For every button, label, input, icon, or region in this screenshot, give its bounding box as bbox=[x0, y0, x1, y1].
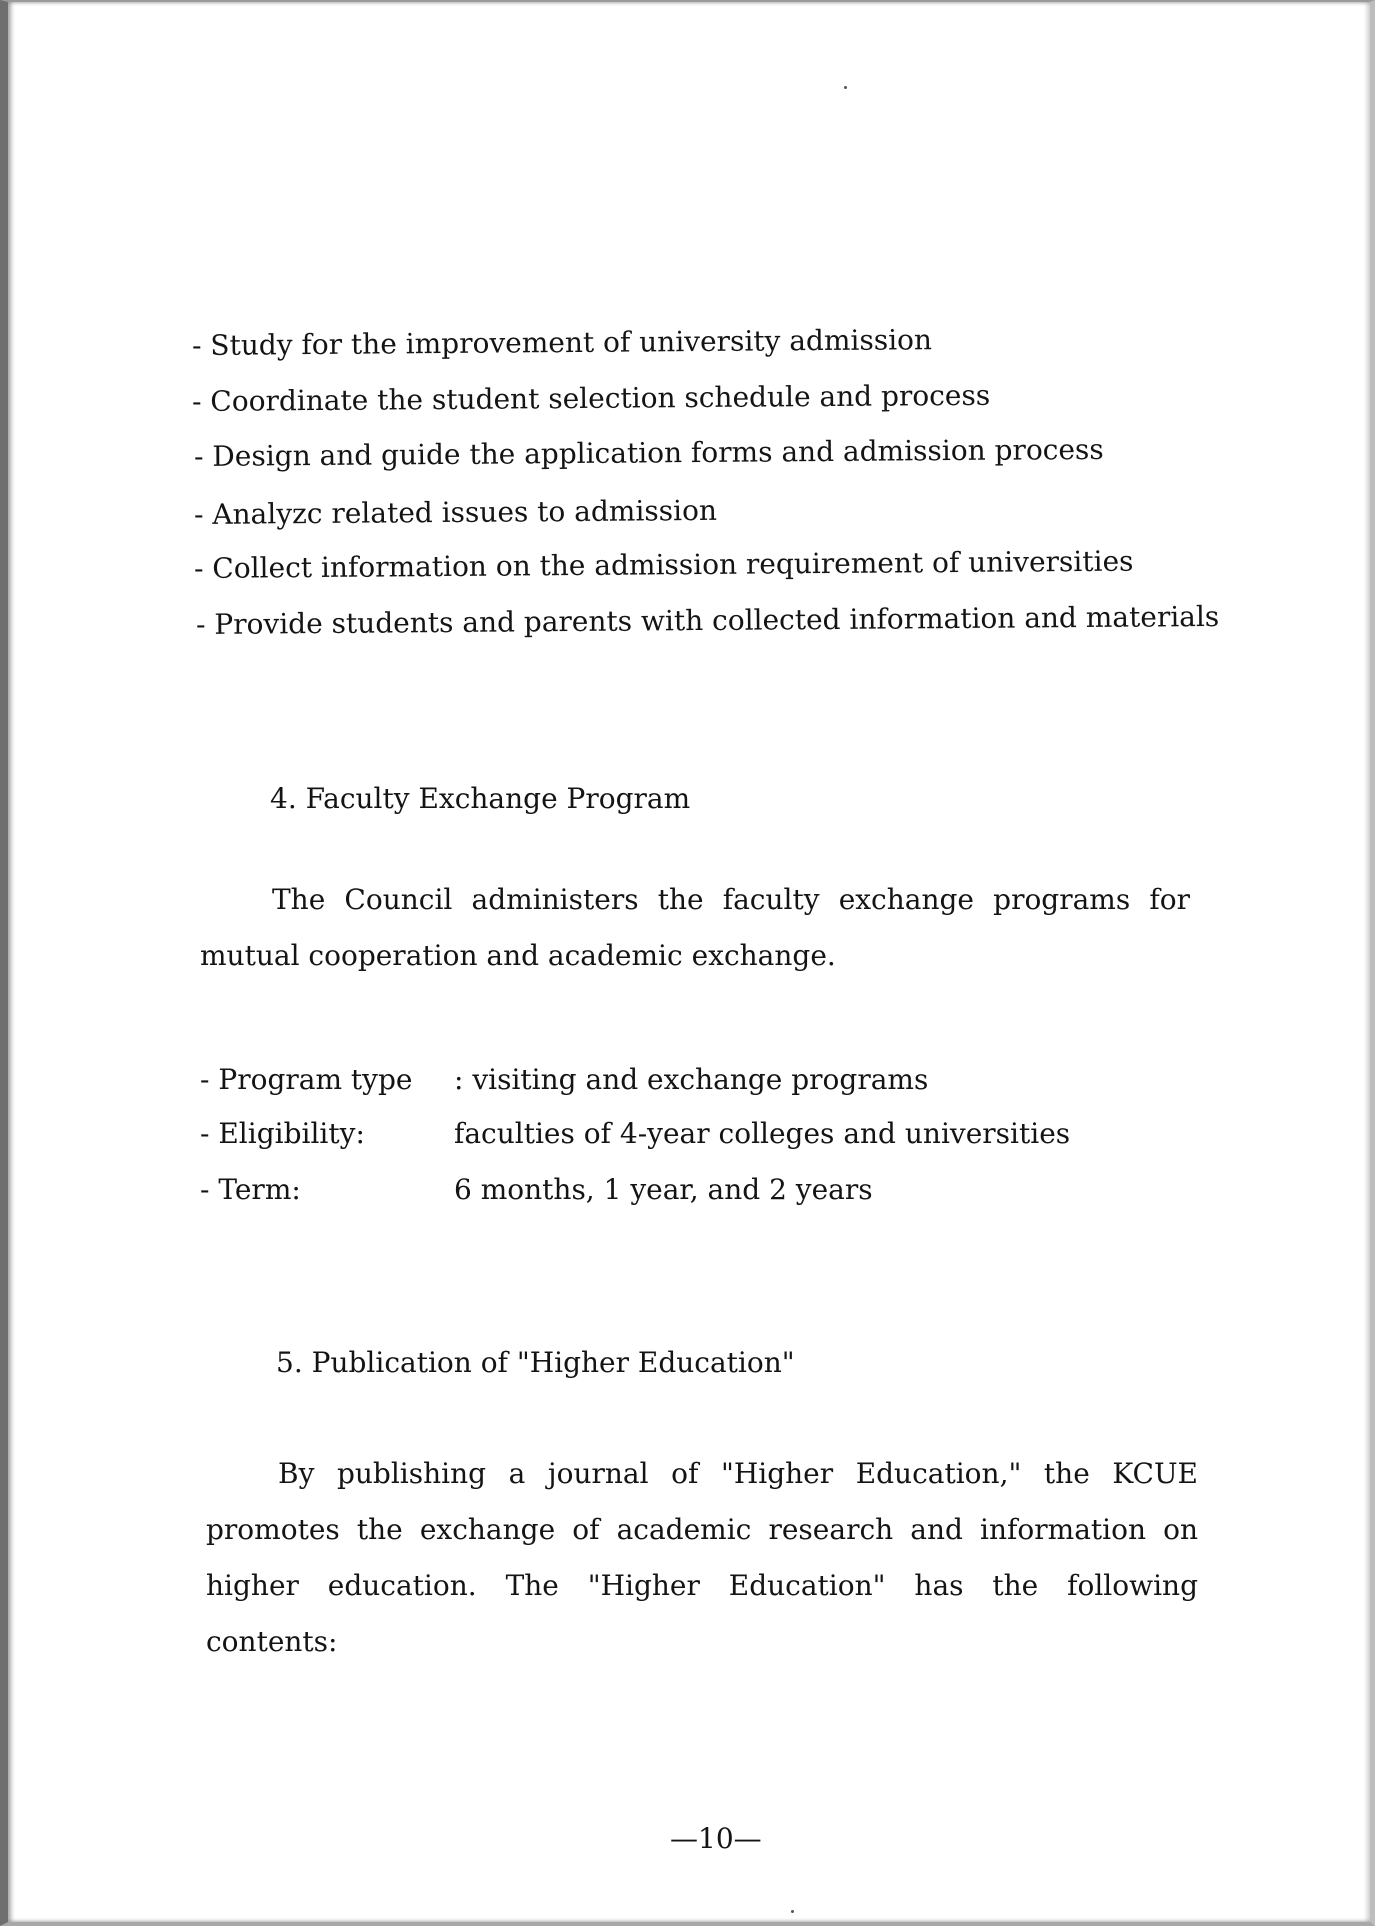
detail-label: - Term: bbox=[200, 1173, 301, 1206]
list-item: - Collect information on the admission requirement of universities bbox=[193, 544, 1134, 585]
list-item: - Design and guide the application forms and admission process bbox=[193, 432, 1104, 473]
faculty-exchange-paragraph: The Council administers the faculty exchange programs for mutual cooperation and academic exchange. bbox=[200, 883, 1190, 972]
publication-paragraph: By publishing a journal of "Higher Education," the KCUE promotes the exchange of academic research and information on higher education. The "Higher Education" has the following contents: bbox=[206, 1457, 1198, 1658]
section-heading-faculty-exchange: 4. Faculty Exchange Program bbox=[270, 782, 691, 815]
list-item: - Analyzc related issues to admission bbox=[193, 493, 718, 531]
detail-value: faculties of 4-year colleges and universities bbox=[454, 1117, 1071, 1150]
detail-value: : visiting and exchange programs bbox=[454, 1063, 929, 1096]
list-item: - Study for the improvement of university admission bbox=[191, 323, 933, 362]
page-number: —10— bbox=[670, 1822, 762, 1855]
section-heading-publication: 5. Publication of "Higher Education" bbox=[276, 1346, 795, 1379]
list-item: - Coordinate the student selection schedule and process bbox=[191, 378, 991, 418]
scan-speck bbox=[791, 1910, 794, 1913]
detail-value: 6 months, 1 year, and 2 years bbox=[454, 1173, 873, 1206]
list-item: - Provide students and parents with collected information and materials bbox=[195, 599, 1220, 641]
detail-label: - Eligibility: bbox=[200, 1117, 365, 1150]
detail-row-term bbox=[200, 1173, 873, 1207]
detail-label: - Program type bbox=[200, 1063, 413, 1096]
scan-speck bbox=[844, 86, 847, 89]
detail-row-eligibility bbox=[200, 1117, 1070, 1151]
detail-row-program-type bbox=[200, 1063, 928, 1097]
